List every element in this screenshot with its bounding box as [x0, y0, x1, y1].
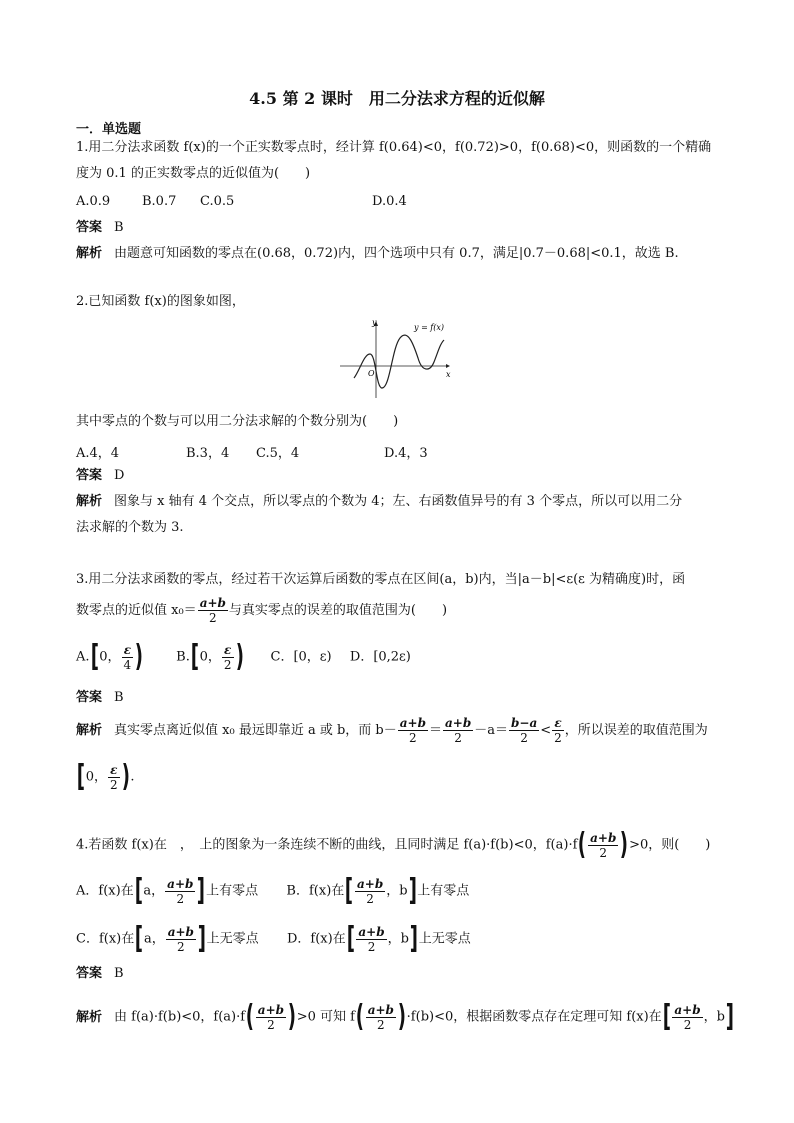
q2-analysis-line2: 法求解的个数为 3.	[76, 520, 184, 535]
q2-stem: 2.已知函数 f(x)的图象如图，	[76, 294, 245, 309]
left-bracket: [	[76, 759, 85, 794]
fraction-numerator: a+b	[674, 1002, 701, 1017]
fraction-numerator: ε	[122, 643, 134, 658]
answer-label: 答案	[76, 220, 103, 235]
fraction-denominator: 2	[367, 939, 376, 954]
q4-option-c-post: 上无零点	[206, 931, 259, 947]
q4-stem	[76, 828, 710, 862]
q1-stem-line2: 度为 0.1 的正实数零点的近似值为( )	[76, 166, 311, 181]
q1-option-a: A.0.9	[76, 194, 111, 209]
fraction-numerator: ε	[108, 763, 120, 778]
q4-options-cd	[76, 922, 471, 956]
q3-fraction	[198, 596, 228, 625]
left-paren: (	[355, 999, 364, 1034]
q2-option-a: A.4，4	[76, 446, 120, 461]
q4-option-a-inner: a，	[143, 883, 165, 899]
fraction-numerator: a+b	[167, 876, 194, 891]
right-paren: )	[620, 827, 629, 862]
right-paren: )	[121, 759, 130, 794]
q3-answer-value: B	[114, 690, 124, 705]
right-bracket: ]	[197, 873, 206, 908]
fraction-numerator: a+b	[257, 1002, 285, 1017]
q3-option-c: C．[0，ε)	[270, 649, 332, 665]
fraction-denominator: 2	[177, 939, 185, 954]
q4-option-a-fraction	[165, 877, 195, 906]
fraction-numerator: a+b	[367, 1002, 394, 1017]
fraction-denominator: 2	[223, 657, 232, 672]
q3-options	[76, 640, 411, 674]
q2-analysis-text1: 图象与 x 轴有 4 个交点，所以零点的个数为 4；左、右函数值异号的有 3 个零点，所以可以用二分	[114, 494, 683, 509]
fraction-denominator: 2	[366, 891, 374, 906]
q2-analysis-line1	[76, 494, 682, 510]
q1-answer	[76, 220, 124, 236]
q4-option-d-inner: ，b	[387, 931, 409, 947]
right-bracket: ]	[197, 921, 206, 956]
q3-analysis-fraction4	[552, 716, 564, 745]
fraction-denominator: 2	[409, 731, 417, 745]
q3-option-a-fraction	[122, 643, 134, 672]
left-paren: (	[245, 999, 255, 1034]
left-bracket: [	[134, 873, 143, 908]
q4-stem-part1: 4.若函数 f(x)在 ， 上的图象为一条连续不断的曲线，且同时满足 f(a)·f(b)<0，f(a)·f	[76, 837, 578, 853]
left-bracket: [	[134, 921, 144, 956]
q4-option-b-label: B．f(x)在	[286, 883, 345, 899]
q3-range-period: .	[130, 769, 135, 785]
fraction-denominator: 2	[267, 1017, 275, 1032]
section-heading: 一．单选题	[76, 122, 142, 137]
fraction-numerator: a+b	[356, 876, 384, 891]
q3-option-d: D．[0,2ε)	[349, 649, 411, 665]
q3-analysis-equals: ＝	[428, 723, 442, 738]
origin-label: O	[368, 369, 375, 378]
fraction-numerator: a+b	[199, 596, 226, 610]
q1-option-b: B.0.7	[142, 194, 177, 209]
q4-option-b-inner: ，b	[386, 883, 408, 899]
q2-answer	[76, 468, 124, 484]
right-paren: )	[397, 999, 406, 1034]
q4-option-c-inner: a，	[143, 931, 165, 947]
q4-analysis	[76, 1000, 735, 1034]
q3-analysis-part5: ，所以误差的取值范围为	[564, 723, 708, 738]
q4-answer-value: B	[114, 966, 124, 981]
q3-analysis-part3: －a＝	[474, 723, 508, 738]
q4-option-c-fraction	[166, 925, 196, 954]
q3-answer	[76, 690, 124, 706]
q4-analysis-fraction3	[672, 1003, 702, 1032]
fraction-numerator: ε	[222, 643, 234, 658]
q4-options-ab	[76, 874, 469, 908]
fraction-denominator: 2	[520, 731, 528, 745]
answer-label: 答案	[76, 690, 103, 705]
q4-analysis-fraction2	[366, 1003, 396, 1032]
q3-analysis-fraction2	[443, 716, 473, 745]
fraction-denominator: 2	[599, 845, 608, 860]
q3-option-a-label: A.	[76, 649, 90, 665]
q2-option-c: C.5，4	[256, 446, 300, 461]
q2-function-graph	[336, 318, 454, 400]
q4-option-a-post: 上有零点	[206, 883, 259, 899]
q3-analysis-line2	[76, 760, 135, 794]
q3-option-b-label: B.	[176, 649, 190, 665]
analysis-label: 解析	[76, 723, 103, 738]
right-paren: )	[134, 639, 144, 674]
q4-option-b-fraction	[355, 877, 385, 906]
q3-analysis-lt: <	[540, 723, 552, 738]
answer-label: 答案	[76, 468, 103, 483]
right-bracket: ]	[408, 873, 417, 908]
q4-option-a-label: A．f(x)在	[76, 883, 134, 899]
answer-label: 答案	[76, 966, 103, 981]
q4-analysis-part4: ，b	[703, 1009, 725, 1025]
q3-option-a-inner: 0，	[99, 649, 121, 665]
q4-option-d-label: D．f(x)在	[286, 931, 346, 947]
fraction-denominator: 2	[683, 1017, 692, 1032]
q4-option-c-label: C．f(x)在	[76, 931, 135, 947]
left-bracket: [	[662, 999, 671, 1034]
q3-stem2-prefix: 数零点的近似值 x₀＝	[76, 603, 197, 618]
left-bracket: [	[346, 921, 355, 956]
analysis-label: 解析	[76, 494, 103, 509]
q4-option-b-post: 上有零点	[417, 883, 470, 899]
q4-option-d-fraction	[356, 925, 386, 954]
q3-range-fraction	[108, 763, 120, 792]
q4-analysis-part2: >0 可知 f	[296, 1009, 355, 1025]
q1-stem-line1: 1.用二分法求函数 f(x)的一个正实数零点时，经计算 f(0.64)<0，f(0.72)>0，f(0.68)<0，则函数的一个精确	[76, 140, 712, 155]
q4-stem-fraction	[588, 831, 618, 860]
q1-option-d: D.0.4	[372, 194, 407, 209]
fraction-denominator: 2	[208, 611, 217, 625]
right-bracket: ]	[409, 921, 418, 956]
q3-analysis-fraction1	[398, 716, 428, 745]
q3-analysis-fraction3	[509, 716, 539, 745]
q2-question: 其中零点的个数与可以用二分法求解的个数分别为( )	[76, 414, 399, 429]
q4-analysis-fraction1	[256, 1003, 286, 1032]
fraction-numerator: b−a	[511, 716, 538, 730]
q3-stem-line2	[76, 596, 447, 625]
q4-stem-part2: >0，则( )	[629, 837, 711, 853]
q4-option-d-post: 上无零点	[418, 931, 471, 947]
q1-analysis-text: 由题意可知函数的零点在(0.68，0.72)内，四个选项中只有 0.7，满足|0.7－0.68|<0.1，故选 B.	[114, 246, 679, 261]
fraction-denominator: 2	[176, 891, 185, 906]
q3-option-b-inner: 0，	[199, 649, 221, 665]
analysis-label: 解析	[76, 1009, 103, 1025]
fraction-numerator: a+b	[358, 924, 385, 939]
q4-answer	[76, 966, 124, 982]
fraction-denominator: 2	[377, 1017, 385, 1032]
curve-label: y = f(x)	[414, 323, 445, 332]
fraction-denominator: 2	[554, 731, 562, 745]
fraction-numerator: a+b	[445, 716, 472, 730]
q3-analysis-part1: 真实零点离近似值 x₀ 最远即靠近 a 或 b，而 b－	[114, 723, 397, 738]
q4-analysis-part3: ·f(b)<0，根据函数零点存在定理可知 f(x)在	[406, 1009, 662, 1025]
fraction-numerator: ε	[552, 716, 564, 731]
q3-option-b-fraction	[222, 643, 234, 672]
q3-range-inner: 0，	[85, 769, 107, 785]
analysis-label: 解析	[76, 246, 103, 261]
right-paren: )	[235, 639, 244, 674]
function-curve	[354, 335, 444, 388]
left-bracket: [	[345, 873, 354, 908]
q2-option-b: B.3，4	[186, 446, 230, 461]
q3-analysis-line1	[76, 716, 708, 745]
q1-answer-value: B	[114, 220, 124, 235]
q1-analysis	[76, 246, 679, 262]
q3-stem-line1: 3.用二分法求函数的零点，经过若干次运算后函数的零点在区间(a，b)内，当|a－b|<ε(ε 为精确度)时，函	[76, 572, 686, 587]
left-paren: (	[578, 827, 587, 862]
fraction-numerator: a+b	[399, 716, 426, 730]
x-axis-arrow	[446, 364, 450, 368]
y-axis-label: y	[372, 318, 377, 327]
fraction-denominator: 2	[110, 777, 118, 792]
page-title: 4.5 第 2 课时 用二分法求方程的近似解	[249, 89, 545, 108]
fraction-denominator: 2	[454, 731, 462, 745]
q2-option-d: D.4，3	[384, 446, 428, 461]
q3-stem2-suffix: 与真实零点的误差的取值范围为( )	[228, 603, 448, 618]
q4-analysis-part1: 由 f(a)·f(b)<0，f(a)·f	[114, 1009, 246, 1025]
x-axis-label: x	[446, 370, 451, 379]
fraction-numerator: a+b	[590, 830, 617, 845]
q1-option-c: C.0.5	[200, 194, 235, 209]
left-bracket: [	[90, 639, 99, 674]
q2-answer-value: D	[114, 468, 125, 483]
right-paren: )	[287, 999, 297, 1034]
left-bracket: [	[190, 639, 199, 674]
right-bracket: ]	[725, 999, 734, 1034]
fraction-numerator: a+b	[167, 924, 194, 939]
fraction-denominator: 4	[123, 657, 132, 672]
